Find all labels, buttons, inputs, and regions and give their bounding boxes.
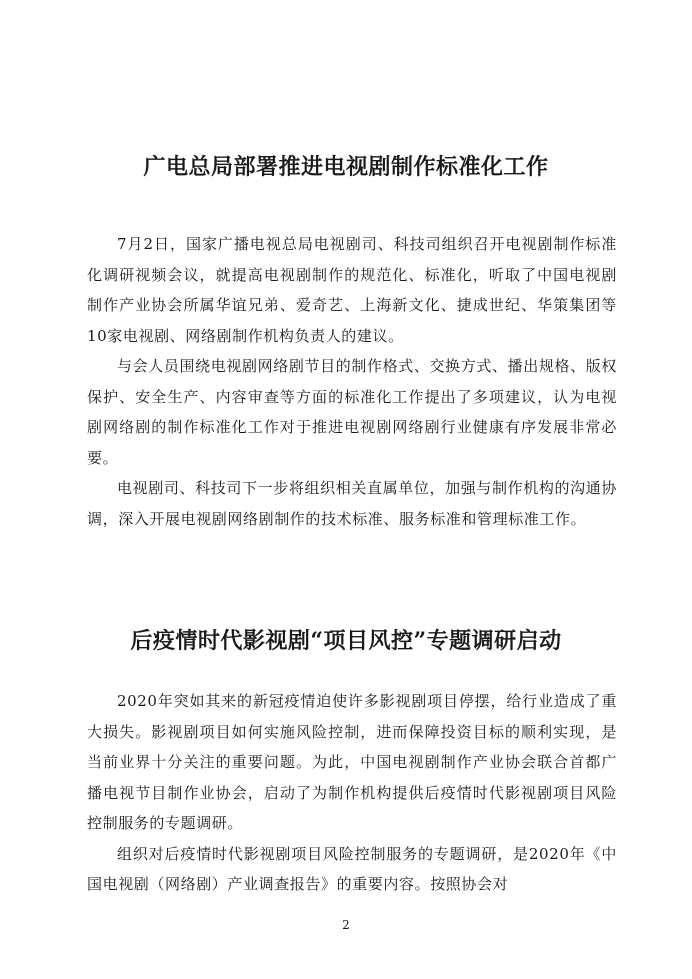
article-title-2: 后疫情时代影视剧“项目风控”专题调研启动 [130, 628, 562, 654]
article-body-2 [87, 686, 617, 900]
article-2-paragraph-1: 2020年突如其来的新冠疫情迫使许多影视剧项目停摆，给行业造成了重大损失。影视剧项目如何实施风险控制，进而保障投资目标的顺利实现，是当前业界十分关注的重要问题。为此，中国电视剧制作产业协会联合首都广播电视节目制作业协会，启动了为制作机构提供后疫情时代影视剧项目风险控制服务的专题调研。 [87, 692, 617, 832]
article-1-paragraph-2: 与会人员围绕电视剧网络剧节目的制作格式、交换方式、播出规格、版权保护、安全生产、内容审查等方面的标准化工作提出了多项建议，认为电视剧网络剧的制作标准化工作对于推进电视剧网络剧行业健康有序发展非常必要。 [87, 357, 617, 467]
article-title-1: 广电总局部署推进电视剧制作标准化工作 [143, 154, 549, 180]
article-1-paragraph-3: 电视剧司、科技司下一步将组织相关直属单位，加强与制作机构的沟通协调，深入开展电视剧网络剧制作的技术标准、服务标准和管理标准工作。 [87, 479, 617, 528]
article-body-1 [87, 229, 617, 534]
article-1-paragraph-1: 7月2日，国家广播电视总局电视剧司、科技司组织召开电视剧制作标准化调研视频会议，就提高电视剧制作的规范化、标准化，听取了中国电视剧制作产业协会所属华谊兄弟、爱奇艺、上海新文化、捷成世纪、华策集团等10家电视剧、网络剧制作机构负责人的建议。 [87, 235, 617, 345]
article-2-paragraph-2: 组织对后疫情时代影视剧项目风险控制服务的专题调研，是2020年《中国电视剧（网络剧）产业调查报告》的重要内容。按照协会对 [87, 844, 617, 893]
page-number: 2 [342, 918, 350, 932]
